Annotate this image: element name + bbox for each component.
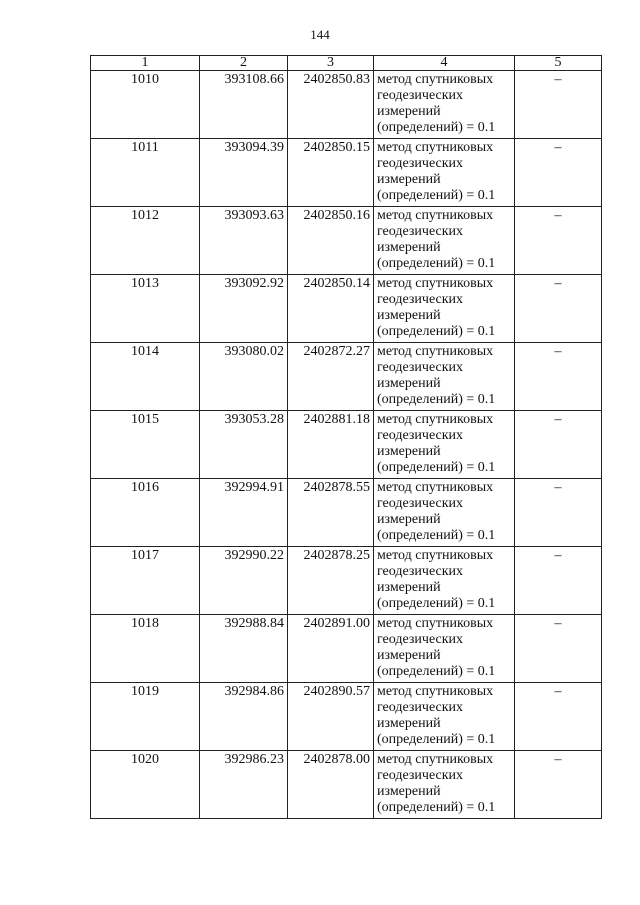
point-number-cell: 1018 xyxy=(91,615,200,683)
note-cell: – xyxy=(515,343,602,411)
column-header-3: 3 xyxy=(288,56,374,71)
x-coordinate-cell: 392986.23 xyxy=(200,751,288,819)
note-cell: – xyxy=(515,71,602,139)
x-coordinate-cell: 393094.39 xyxy=(200,139,288,207)
table-row xyxy=(91,207,602,275)
y-coordinate-cell: 2402850.15 xyxy=(288,139,374,207)
note-cell: – xyxy=(515,683,602,751)
header-row xyxy=(91,56,602,71)
x-coordinate-cell: 392994.91 xyxy=(200,479,288,547)
method-cell: метод спутниковых геодезических измерений (определений) = 0.1 xyxy=(374,411,515,479)
y-coordinate-cell: 2402890.57 xyxy=(288,683,374,751)
table-row xyxy=(91,139,602,207)
y-coordinate-cell: 2402878.55 xyxy=(288,479,374,547)
note-cell: – xyxy=(515,275,602,343)
point-number-cell: 1017 xyxy=(91,547,200,615)
note-cell: – xyxy=(515,547,602,615)
point-number-cell: 1010 xyxy=(91,71,200,139)
point-number-cell: 1019 xyxy=(91,683,200,751)
y-coordinate-cell: 2402850.83 xyxy=(288,71,374,139)
point-number-cell: 1015 xyxy=(91,411,200,479)
point-number-cell: 1011 xyxy=(91,139,200,207)
y-coordinate-cell: 2402881.18 xyxy=(288,411,374,479)
method-cell: метод спутниковых геодезических измерений (определений) = 0.1 xyxy=(374,751,515,819)
column-header-5: 5 xyxy=(515,56,602,71)
x-coordinate-cell: 393080.02 xyxy=(200,343,288,411)
table-row xyxy=(91,683,602,751)
x-coordinate-cell: 393092.92 xyxy=(200,275,288,343)
table-row xyxy=(91,275,602,343)
y-coordinate-cell: 2402850.16 xyxy=(288,207,374,275)
coordinates-table xyxy=(90,55,602,819)
method-cell: метод спутниковых геодезических измерений (определений) = 0.1 xyxy=(374,683,515,751)
x-coordinate-cell: 392990.22 xyxy=(200,547,288,615)
method-cell: метод спутниковых геодезических измерений (определений) = 0.1 xyxy=(374,547,515,615)
point-number-cell: 1016 xyxy=(91,479,200,547)
note-cell: – xyxy=(515,615,602,683)
column-header-4: 4 xyxy=(374,56,515,71)
x-coordinate-cell: 393093.63 xyxy=(200,207,288,275)
column-header-1: 1 xyxy=(91,56,200,71)
table-body xyxy=(91,71,602,819)
column-header-2: 2 xyxy=(200,56,288,71)
note-cell: – xyxy=(515,479,602,547)
x-coordinate-cell: 393053.28 xyxy=(200,411,288,479)
note-cell: – xyxy=(515,139,602,207)
y-coordinate-cell: 2402872.27 xyxy=(288,343,374,411)
table-row xyxy=(91,615,602,683)
method-cell: метод спутниковых геодезических измерений (определений) = 0.1 xyxy=(374,207,515,275)
y-coordinate-cell: 2402850.14 xyxy=(288,275,374,343)
y-coordinate-cell: 2402878.25 xyxy=(288,547,374,615)
table-row xyxy=(91,343,602,411)
y-coordinate-cell: 2402878.00 xyxy=(288,751,374,819)
x-coordinate-cell: 392984.86 xyxy=(200,683,288,751)
point-number-cell: 1020 xyxy=(91,751,200,819)
x-coordinate-cell: 393108.66 xyxy=(200,71,288,139)
method-cell: метод спутниковых геодезических измерений (определений) = 0.1 xyxy=(374,275,515,343)
page-number: 144 xyxy=(310,27,330,42)
table-row xyxy=(91,751,602,819)
method-cell: метод спутниковых геодезических измерений (определений) = 0.1 xyxy=(374,479,515,547)
point-number-cell: 1014 xyxy=(91,343,200,411)
point-number-cell: 1013 xyxy=(91,275,200,343)
note-cell: – xyxy=(515,411,602,479)
x-coordinate-cell: 392988.84 xyxy=(200,615,288,683)
method-cell: метод спутниковых геодезических измерений (определений) = 0.1 xyxy=(374,139,515,207)
table-row xyxy=(91,479,602,547)
method-cell: метод спутниковых геодезических измерений (определений) = 0.1 xyxy=(374,71,515,139)
method-cell: метод спутниковых геодезических измерений (определений) = 0.1 xyxy=(374,343,515,411)
method-cell: метод спутниковых геодезических измерений (определений) = 0.1 xyxy=(374,615,515,683)
point-number-cell: 1012 xyxy=(91,207,200,275)
table-row xyxy=(91,71,602,139)
table-header xyxy=(91,56,602,71)
y-coordinate-cell: 2402891.00 xyxy=(288,615,374,683)
table-row xyxy=(91,411,602,479)
note-cell: – xyxy=(515,207,602,275)
note-cell: – xyxy=(515,751,602,819)
table-row xyxy=(91,547,602,615)
